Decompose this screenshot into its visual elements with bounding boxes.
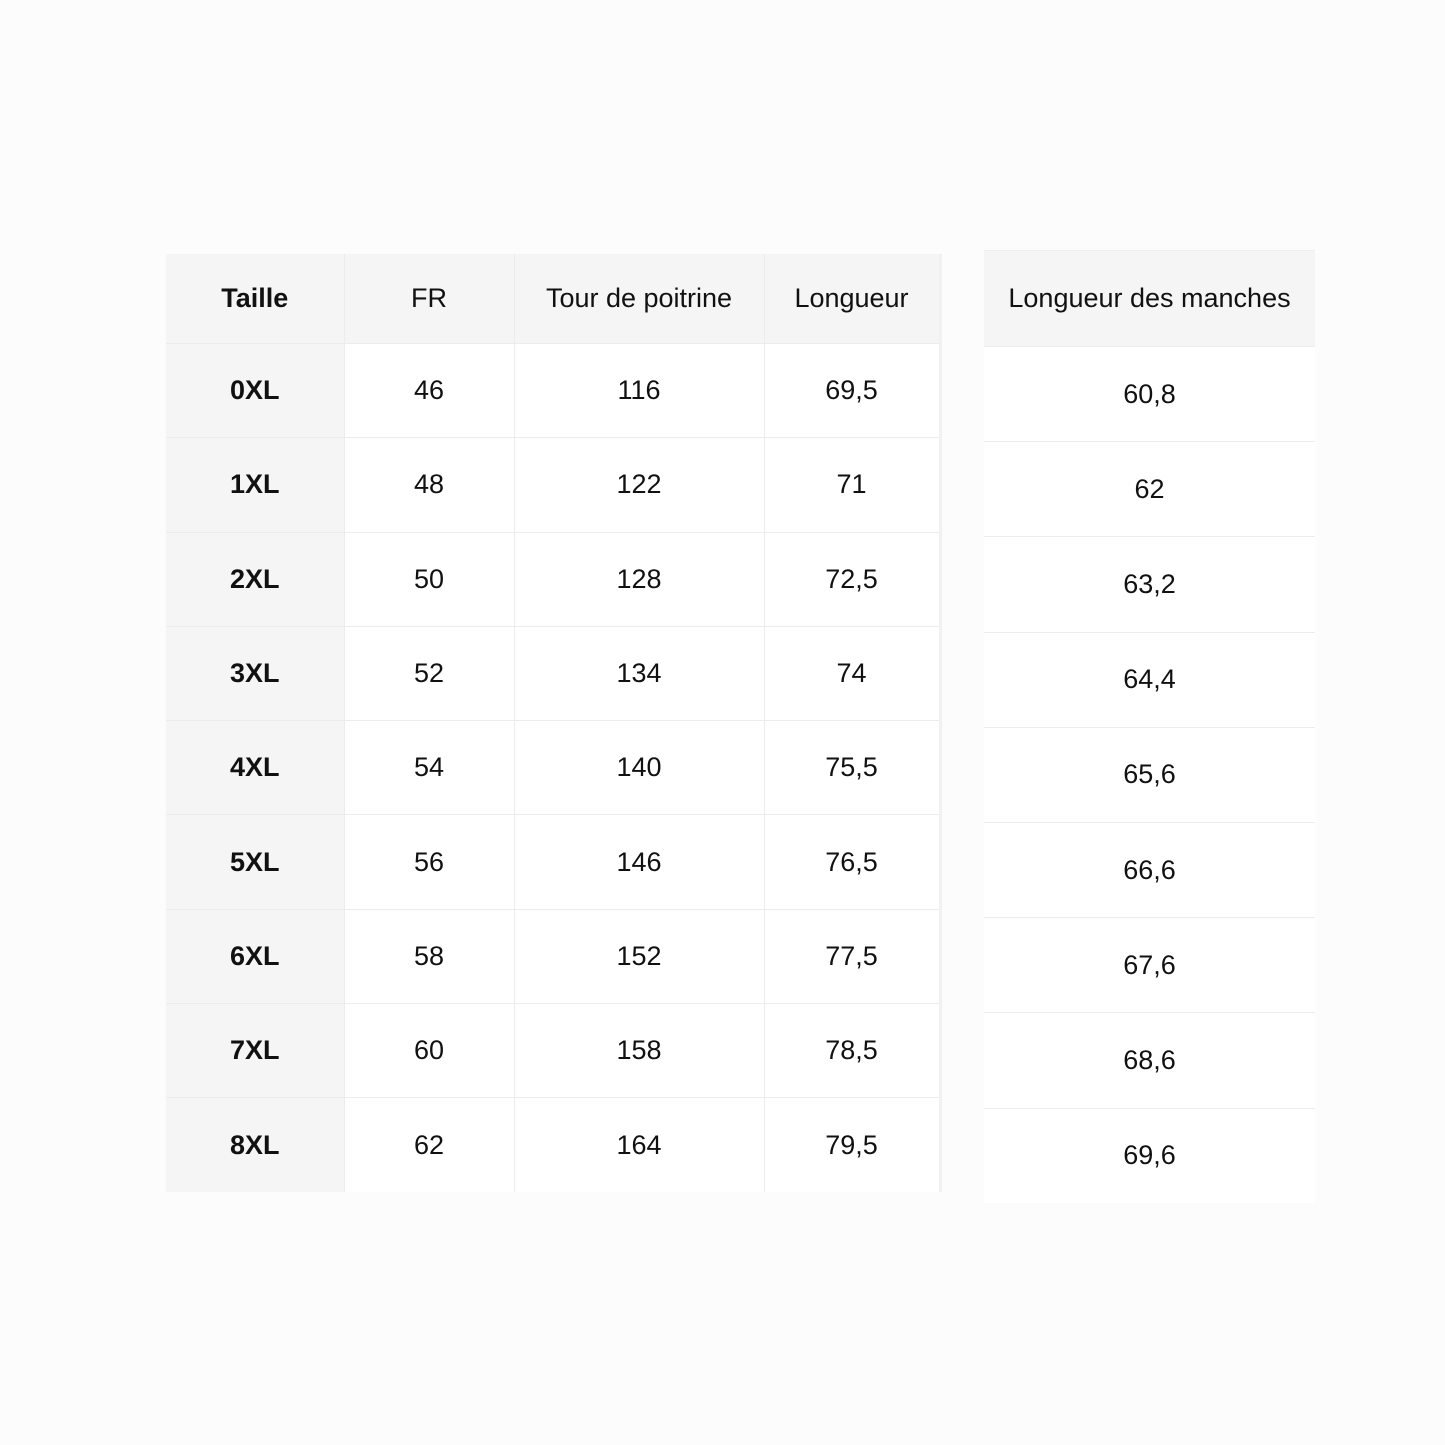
cell-fr: 50 xyxy=(344,532,514,626)
table-row xyxy=(984,727,1315,822)
table-row xyxy=(984,632,1315,727)
cell-longueur-des-manches: 64,4 xyxy=(984,632,1315,727)
table-row xyxy=(166,1004,940,1098)
cell-longueur: 79,5 xyxy=(764,1098,940,1192)
table-row xyxy=(166,344,940,438)
table-row xyxy=(166,626,940,720)
cell-longueur-des-manches: 68,6 xyxy=(984,1013,1315,1108)
table-row xyxy=(984,1108,1315,1203)
cell-fr: 56 xyxy=(344,815,514,909)
cell-tour-de-poitrine: 116 xyxy=(514,344,764,438)
cell-taille: 6XL xyxy=(166,909,344,1003)
cell-taille: 5XL xyxy=(166,815,344,909)
cell-longueur-des-manches: 62 xyxy=(984,442,1315,537)
cell-longueur-des-manches: 63,2 xyxy=(984,537,1315,632)
table-row xyxy=(984,442,1315,537)
sleeve-header-row xyxy=(984,251,1315,347)
cell-tour-de-poitrine: 158 xyxy=(514,1004,764,1098)
cell-longueur-des-manches: 69,6 xyxy=(1123,1140,1176,1171)
cell-longueur-des-manches: 67,6 xyxy=(984,918,1315,1013)
table-row xyxy=(984,918,1315,1013)
table-row xyxy=(984,822,1315,917)
cell-taille: 4XL xyxy=(166,721,344,815)
cell-tour-de-poitrine: 122 xyxy=(514,438,764,532)
cell-taille: 7XL xyxy=(166,1004,344,1098)
cell-longueur-des-manches: 65,6 xyxy=(984,727,1315,822)
cell-tour-de-poitrine: 128 xyxy=(514,532,764,626)
cell-longueur: 71 xyxy=(764,438,940,532)
cell-tour-de-poitrine: 164 xyxy=(514,1098,764,1192)
cell-tour-de-poitrine: 152 xyxy=(514,909,764,1003)
header-longueur-des-manches: Longueur des manches xyxy=(984,251,1315,347)
header-taille: Taille xyxy=(166,254,344,344)
cell-fr: 52 xyxy=(344,626,514,720)
cell-taille: 3XL xyxy=(166,626,344,720)
table-row xyxy=(166,438,940,532)
size-chart-table xyxy=(166,254,942,1192)
header-fr: FR xyxy=(344,254,514,344)
cell-taille: 1XL xyxy=(166,438,344,532)
cell-taille: 8XL xyxy=(166,1098,344,1192)
cell-tour-de-poitrine: 146 xyxy=(514,815,764,909)
cell-longueur: 72,5 xyxy=(764,532,940,626)
header-tour-de-poitrine: Tour de poitrine xyxy=(514,254,764,344)
table-row xyxy=(166,909,940,1003)
table-header-row xyxy=(166,254,940,344)
cell-fr: 54 xyxy=(344,721,514,815)
cell-longueur: 75,5 xyxy=(764,721,940,815)
cell-taille: 2XL xyxy=(166,532,344,626)
cell-longueur-des-manches: 60,8 xyxy=(984,347,1315,442)
cell-fr: 58 xyxy=(344,909,514,1003)
table-row xyxy=(166,815,940,909)
table-row xyxy=(166,532,940,626)
cell-taille: 0XL xyxy=(166,344,344,438)
table-row xyxy=(984,347,1315,442)
table-row xyxy=(984,1013,1315,1108)
table-row xyxy=(166,721,940,815)
header-longueur: Longueur xyxy=(764,254,940,344)
cell-tour-de-poitrine: 140 xyxy=(514,721,764,815)
cell-longueur: 74 xyxy=(764,626,940,720)
cell-fr: 48 xyxy=(344,438,514,532)
cell-fr: 62 xyxy=(344,1098,514,1192)
cell-longueur: 69,5 xyxy=(764,344,940,438)
sleeve-length-table xyxy=(984,250,1315,1203)
table-row xyxy=(984,537,1315,632)
cell-fr: 60 xyxy=(344,1004,514,1098)
cell-longueur: 77,5 xyxy=(764,909,940,1003)
cell-tour-de-poitrine: 134 xyxy=(514,626,764,720)
cell-longueur: 76,5 xyxy=(764,815,940,909)
cell-longueur-des-manches: 66,6 xyxy=(984,822,1315,917)
cell-longueur: 78,5 xyxy=(764,1004,940,1098)
cell-fr: 46 xyxy=(344,344,514,438)
table-row xyxy=(166,1098,940,1192)
